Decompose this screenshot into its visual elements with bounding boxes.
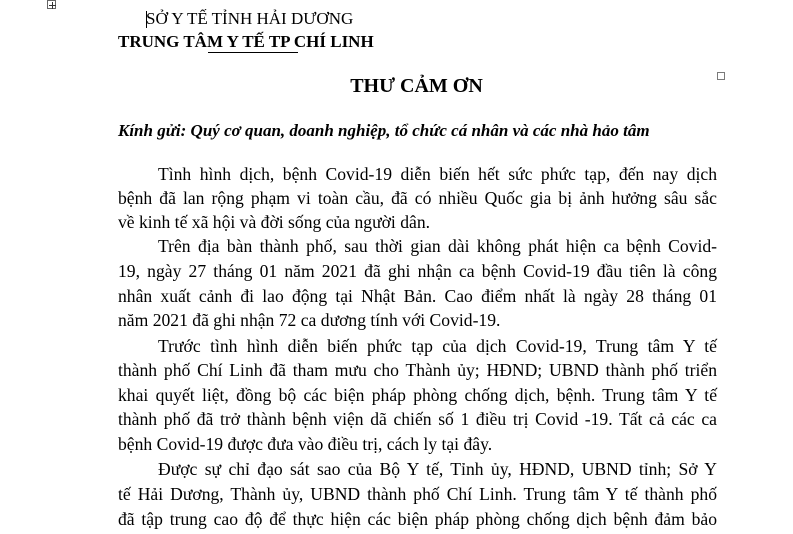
paragraph-2-line-3: nhân xuất cảnh đi lao động tại Nhật Bản. Cao điểm nhất là ngày 28 tháng 01 [118, 286, 717, 306]
paragraph-2-line-1: Trên địa bàn thành phố, sau thời gian dài không phát hiện ca bệnh Covid- [158, 236, 717, 256]
paragraph-2-line-2: 19, ngày 27 tháng 01 năm 2021 đã ghi nhận ca bệnh Covid-19 đầu tiên là công [118, 261, 717, 281]
table-move-handle[interactable] [47, 0, 56, 9]
paragraph-2-line-4: năm 2021 đã ghi nhận 72 ca dương tính với Covid-19. [118, 310, 501, 330]
paragraph-3-line-2: thành phố Chí Linh đã tham mưu cho Thành ủy; HĐND; UBND thành phố triển [118, 360, 717, 380]
paragraph-3-line-5: bệnh Covid-19 được đưa vào điều trị, cách ly tại đây. [118, 434, 493, 454]
paragraph-1-line-2: bệnh đã lan rộng phạm vi toàn cầu, đã có nhiều Quốc gia bị ảnh hưởng sâu sắc [118, 188, 717, 208]
header-underline [208, 52, 298, 53]
paragraph-3-line-3: khai quyết liệt, đồng bộ các biện pháp phòng chống dịch, bệnh. Trung tâm Y tế [118, 385, 717, 405]
department-name: SỞ Y TẾ TỈNH HẢI DƯƠNG [146, 9, 354, 28]
paragraph-4-line-3: đã tập trung cao độ để thực hiện các biện pháp phòng chống dịch bệnh đảm bảo [118, 509, 717, 529]
paragraph-1-line-3: về kinh tế xã hội và đời sống của người dân. [118, 212, 431, 232]
center-name: TRUNG TÂM Y TẾ TP CHÍ LINH [118, 32, 374, 51]
paragraph-4-line-2: tế Hải Dương, Thành ủy, UBND thành phố Chí Linh. Trung tâm Y tế thành phố [118, 484, 717, 504]
paragraph-1-line-1: Tình hình dịch, bệnh Covid-19 diễn biến hết sức phức tạp, đến nay dịch [158, 164, 717, 184]
letter-title: THƯ CẢM ƠN [350, 75, 483, 97]
paragraph-4-line-1: Được sự chỉ đạo sát sao của Bộ Y tế, Tỉnh ủy, HĐND, UBND tỉnh; Sở Y [158, 459, 717, 479]
paragraph-3-line-1: Trước tình hình diễn biến phức tạp của dịch Covid-19, Trung tâm Y tế [158, 336, 717, 356]
paragraph-3-line-4: thành phố đã trở thành bệnh viện dã chiến số 1 điều trị Covid -19. Tất cả các ca [118, 409, 717, 429]
move-arrows-icon [48, 1, 57, 10]
salutation: Kính gửi: Quý cơ quan, doanh nghiệp, tổ chức cá nhân và các nhà hảo tâm [118, 121, 650, 140]
